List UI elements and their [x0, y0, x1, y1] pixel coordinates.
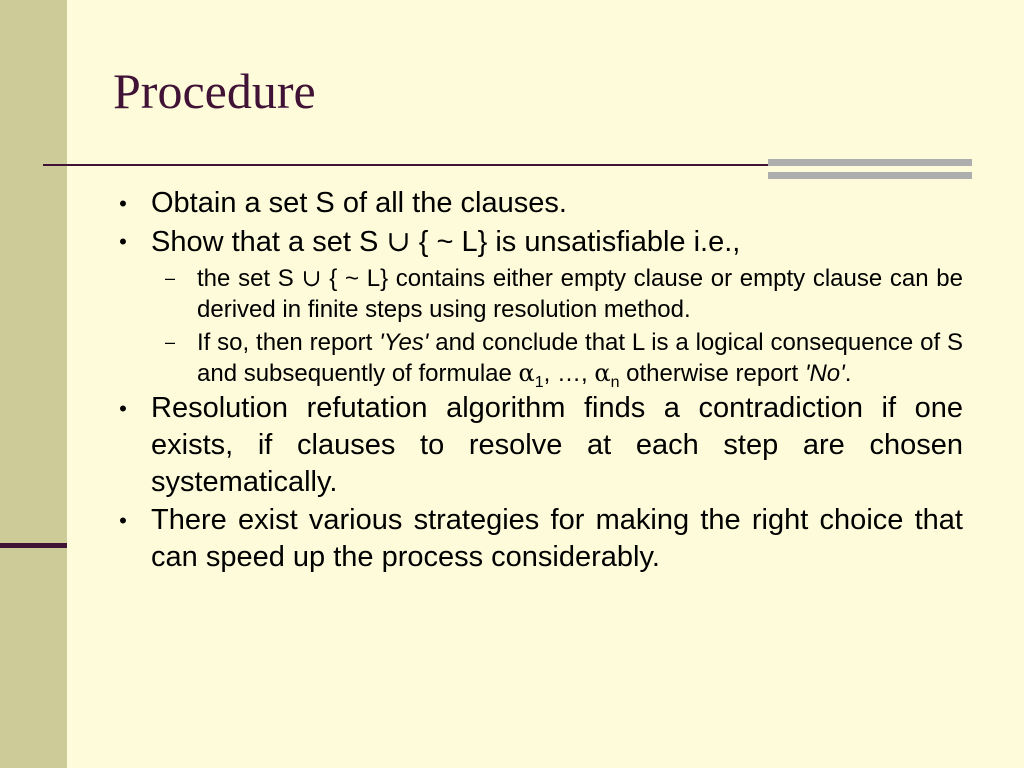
- sub-text-5: .: [844, 360, 852, 387]
- bullet-item-strategies: [113, 502, 963, 576]
- sub-text-pre: the set S: [197, 265, 302, 292]
- sub-item-report-yes: [165, 327, 963, 391]
- bullet-text-post: { ~ L} is unsatisfiable i.e.,: [410, 226, 741, 258]
- bullet-icon: •: [119, 229, 127, 254]
- sub-text-2: and conclude that L is a logical consequence of S and subsequently of formulae: [197, 329, 963, 387]
- alpha-symbol: α: [594, 359, 611, 387]
- decorative-stripes: [768, 159, 972, 179]
- slide-body: [113, 185, 963, 577]
- bullet-icon: •: [119, 508, 127, 533]
- alpha-symbol: α: [518, 359, 535, 387]
- dash-icon: –: [165, 268, 176, 288]
- union-symbol: ∪: [386, 224, 411, 258]
- sub-text-1: If so, then report: [197, 329, 380, 356]
- bullet-icon: •: [119, 191, 127, 216]
- bullet-item-refutation: [113, 390, 963, 501]
- bullet-item-unsatisfiable: [113, 223, 963, 261]
- bullet-text-pre: Show that a set S: [151, 226, 387, 258]
- bullet-text: There exist various strategies for making the right choice that can speed up the process considerably.: [151, 504, 963, 573]
- title-underline: [43, 164, 768, 166]
- slide-title: Procedure: [113, 63, 316, 119]
- sub-text-mid: { ~ L} contains either empty clause or empty clause can be derived in finite steps using resolution method.: [197, 265, 963, 323]
- subscript-n: n: [610, 373, 620, 391]
- sub-text-3: , …,: [543, 360, 595, 387]
- union-symbol: ∪: [301, 264, 322, 292]
- sub-item-empty-clause: [165, 263, 963, 325]
- no-text: 'No': [804, 360, 845, 387]
- bullet-icon: •: [119, 396, 127, 421]
- subscript-1: 1: [534, 373, 544, 391]
- sub-text-4: otherwise report: [619, 360, 805, 387]
- dash-icon: –: [165, 332, 176, 352]
- yes-text: 'Yes': [379, 329, 429, 356]
- stripe-top: [768, 159, 972, 166]
- bullet-item-obtain-clauses: [113, 185, 963, 222]
- bullet-text: Obtain a set S of all the clauses.: [151, 187, 567, 219]
- stripe-bottom: [768, 172, 972, 179]
- left-sidebar-band: [0, 0, 67, 768]
- bullet-text: Resolution refutation algorithm finds a contradiction if one exists, if clauses to resolve at each step are chosen systematically.: [151, 392, 963, 498]
- left-accent-bar: [0, 543, 67, 548]
